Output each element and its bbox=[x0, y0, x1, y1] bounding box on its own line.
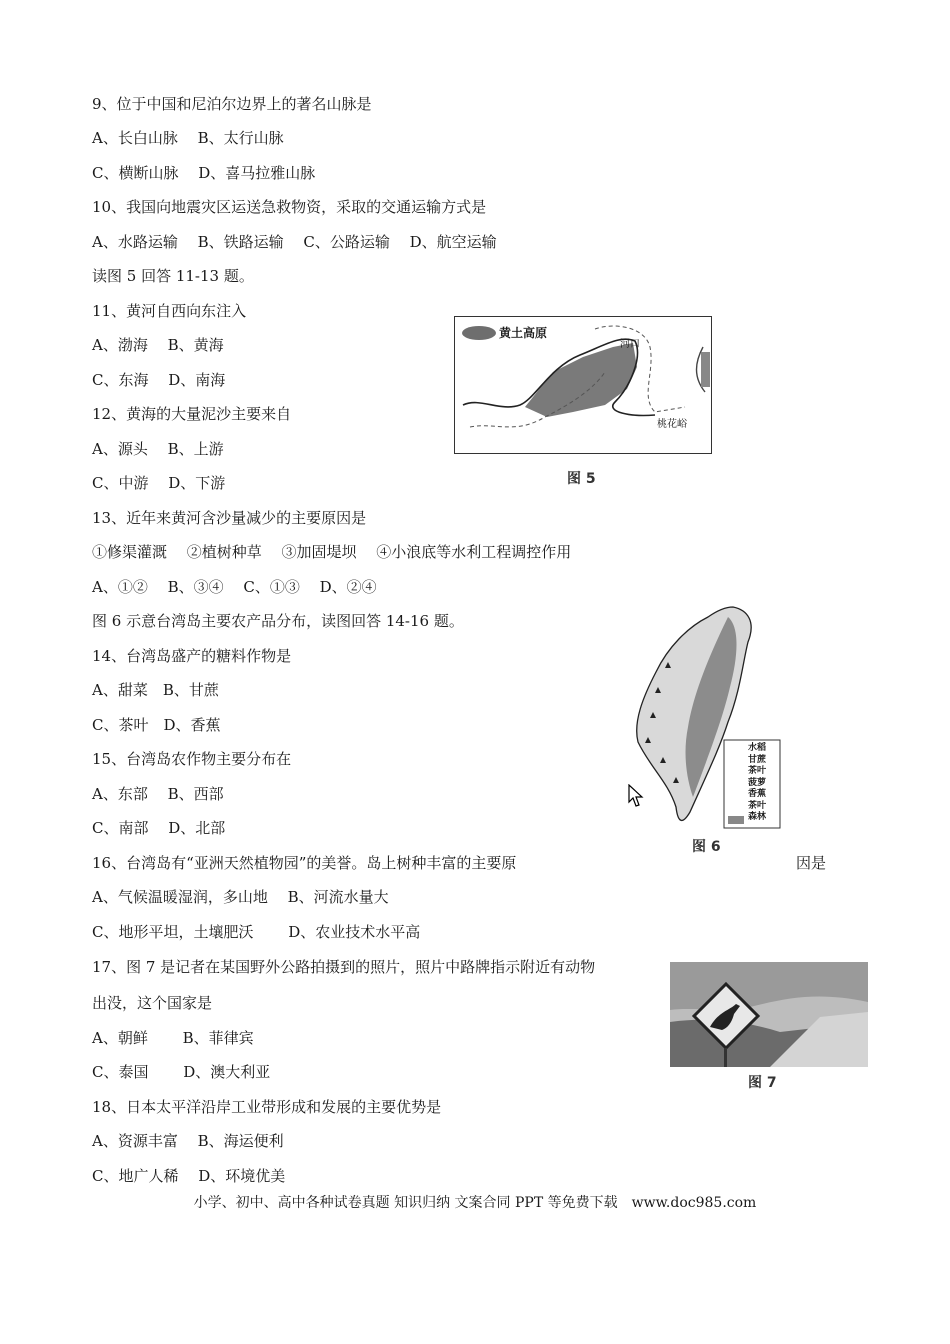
q12-options-ab: A、源头 B、上游 bbox=[92, 440, 224, 458]
q14-options-ab: A、甜菜 B、甘蔗 bbox=[92, 681, 219, 699]
q14-options-cd: C、茶叶 D、香蕉 bbox=[92, 716, 221, 734]
q18-options-cd: C、地广人稀 D、环境优美 bbox=[92, 1167, 286, 1185]
figure-6-map bbox=[628, 602, 786, 832]
sign-pole bbox=[724, 1048, 727, 1067]
figure-5-caption: 图 5 bbox=[567, 471, 596, 487]
sea-area bbox=[701, 352, 710, 387]
q13-items: ①修渠灌溉 ②植树种草 ③加固堤坝 ④小浪底等水利工程调控作用 bbox=[92, 543, 572, 561]
legend-item: 菠萝 bbox=[748, 777, 767, 788]
huayuankou-label: 桃花峪 bbox=[657, 419, 687, 430]
q17-options-ab: A、朝鲜 B、菲律宾 bbox=[92, 1029, 254, 1047]
q10-options: A、水路运输 B、铁路运输 C、公路运输 D、航空运输 bbox=[92, 233, 497, 251]
q12-stem: 12、黄海的大量泥沙主要来自 bbox=[92, 405, 292, 423]
q12-options-cd: C、中游 D、下游 bbox=[92, 474, 226, 492]
q16-stem-tail: 因是 bbox=[796, 854, 827, 872]
loess-legend-label: 黄土高原 bbox=[499, 326, 548, 340]
q16-options-cd: C、地形平坦，土壤肥沃 D、农业技术水平高 bbox=[92, 923, 421, 941]
q11-options-cd: C、东海 D、南海 bbox=[92, 371, 226, 389]
q11-options-ab: A、渤海 B、黄海 bbox=[92, 336, 224, 354]
q11-stem: 11、黄河自西向东注入 bbox=[92, 302, 247, 320]
road-sign-photo-image bbox=[670, 962, 868, 1067]
legend-item: 香蕉 bbox=[748, 789, 767, 799]
q9-options-cd: C、横断山脉 D、喜马拉雅山脉 bbox=[92, 164, 316, 182]
q15-stem: 15、台湾岛农作物主要分布在 bbox=[92, 750, 292, 768]
q13-options: A、①② B、③④ C、①③ D、②④ bbox=[92, 578, 377, 596]
q10-stem: 10、我国向地震灾区运送急救物资，采取的交通运输方式是 bbox=[92, 198, 487, 216]
legend-item: 水稻 bbox=[748, 743, 767, 753]
figure-7-photo bbox=[670, 962, 868, 1067]
fig6-legend bbox=[748, 743, 766, 824]
mouse-cursor-icon bbox=[628, 784, 644, 808]
q15-options-cd: C、南部 D、北部 bbox=[92, 819, 226, 837]
figure-6-caption: 图 6 bbox=[692, 839, 721, 855]
q17-stem-line2: 出没，这个国家是 bbox=[92, 994, 213, 1012]
q17-options-cd: C、泰国 D、澳大利亚 bbox=[92, 1063, 271, 1081]
fig5-intro: 读图 5 回答 11-13 题。 bbox=[92, 267, 254, 285]
loess-legend-swatch bbox=[462, 326, 496, 340]
q16-stem: 16、台湾岛有“亚洲天然植物园”的美誉。岛上树种丰富的主要原 bbox=[92, 854, 517, 872]
q9-stem: 9、位于中国和尼泊尔边界上的著名山脉是 bbox=[92, 95, 372, 113]
q9-options-ab: A、长白山脉 B、太行山脉 bbox=[92, 129, 284, 147]
q17-stem: 17、图 7 是记者在某国野外公路拍摄到的照片，照片中路牌指示附近有动物 bbox=[92, 958, 596, 976]
forest-legend-swatch bbox=[728, 816, 744, 824]
legend-item: 茶叶 bbox=[748, 766, 767, 776]
q14-stem: 14、台湾岛盛产的糖料作物是 bbox=[92, 647, 292, 665]
figure-5-map bbox=[454, 316, 712, 454]
figure-7-caption: 图 7 bbox=[748, 1075, 777, 1091]
hekou-label: 河口 bbox=[620, 339, 640, 350]
legend-item: 甘蔗 bbox=[748, 754, 767, 765]
q16-options-ab: A、气候温暖湿润，多山地 B、河流水量大 bbox=[92, 888, 389, 906]
page-footer: 小学、初中、高中各种试卷真题 知识归纳 文案合同 PPT 等免费下载 www.doc985.com bbox=[193, 1195, 757, 1211]
q15-options-ab: A、东部 B、西部 bbox=[92, 785, 224, 803]
q18-options-ab: A、资源丰富 B、海运便利 bbox=[92, 1132, 284, 1150]
legend-item: 森林 bbox=[748, 812, 767, 822]
legend-item: 茶叶 bbox=[748, 800, 767, 811]
q13-stem: 13、近年来黄河含沙量减少的主要原因是 bbox=[92, 509, 367, 527]
fig6-intro: 图 6 示意台湾岛主要农产品分布，读图回答 14-16 题。 bbox=[92, 612, 464, 630]
yellow-river-map-image bbox=[455, 317, 710, 452]
q18-stem: 18、日本太平洋沿岸工业带形成和发展的主要优势是 bbox=[92, 1098, 442, 1116]
